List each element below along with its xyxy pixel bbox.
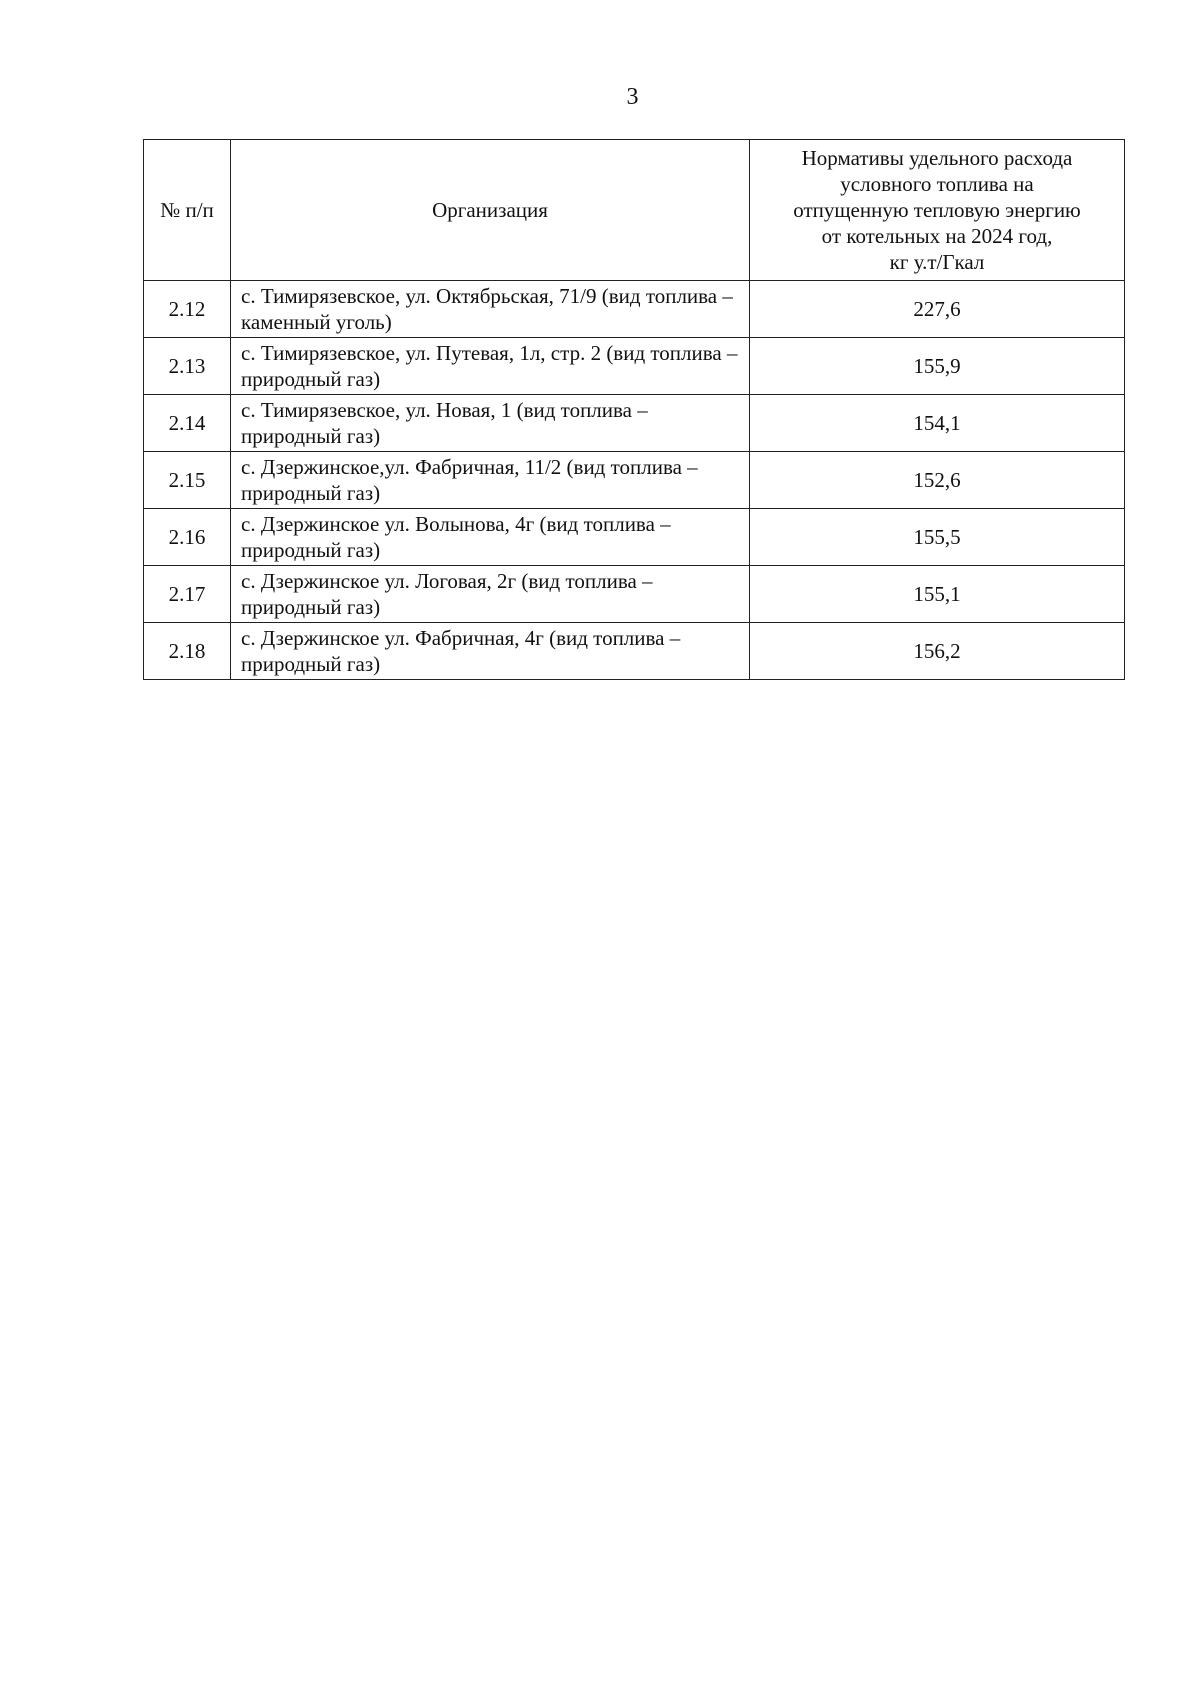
- row-number: 2.13: [144, 338, 231, 395]
- row-organization: с. Дзержинское ул. Логовая, 2г (вид топлива – природный газ): [231, 566, 750, 623]
- row-organization: с. Тимирязевское, ул. Путевая, 1л, стр. 2 (вид топлива – природный газ): [231, 338, 750, 395]
- row-norm-value: 154,1: [750, 395, 1125, 452]
- table-row: [144, 281, 1125, 338]
- header-norm-line: условного топлива на: [840, 172, 1034, 196]
- row-number: 2.15: [144, 452, 231, 509]
- row-organization: с. Дзержинское ул. Волынова, 4г (вид топлива – природный газ): [231, 509, 750, 566]
- table-row: [144, 395, 1125, 452]
- row-number: 2.17: [144, 566, 231, 623]
- header-norm-line: отпущенную тепловую энергию: [793, 198, 1081, 222]
- table-row: [144, 338, 1125, 395]
- row-norm-value: 227,6: [750, 281, 1125, 338]
- header-number: № п/п: [144, 140, 231, 281]
- row-organization: с. Дзержинское,ул. Фабричная, 11/2 (вид топлива – природный газ): [231, 452, 750, 509]
- header-norm-line: от котельных на 2024 год,: [821, 224, 1053, 248]
- row-number: 2.18: [144, 623, 231, 680]
- row-norm-value: 155,1: [750, 566, 1125, 623]
- table-row: [144, 452, 1125, 509]
- row-number: 2.12: [144, 281, 231, 338]
- table-row: [144, 509, 1125, 566]
- row-organization: с. Дзержинское ул. Фабричная, 4г (вид топлива – природный газ): [231, 623, 750, 680]
- row-norm-value: 155,5: [750, 509, 1125, 566]
- row-number: 2.16: [144, 509, 231, 566]
- row-number: 2.14: [144, 395, 231, 452]
- table-row: [144, 566, 1125, 623]
- row-norm-value: 156,2: [750, 623, 1125, 680]
- header-organization: Организация: [231, 140, 750, 281]
- row-norm-value: 155,9: [750, 338, 1125, 395]
- table-row: [144, 623, 1125, 680]
- row-norm-value: 152,6: [750, 452, 1125, 509]
- header-norm-line: Нормативы удельного расхода: [801, 146, 1073, 170]
- table-header-row: [144, 140, 1125, 281]
- fuel-norms-table: [143, 139, 1125, 680]
- page-number: 3: [626, 84, 639, 110]
- row-organization: с. Тимирязевское, ул. Новая, 1 (вид топлива – природный газ): [231, 395, 750, 452]
- header-norm-line: кг у.т/Гкал: [889, 250, 985, 274]
- header-norm: [750, 140, 1125, 281]
- row-organization: с. Тимирязевское, ул. Октябрьская, 71/9 (вид топлива – каменный уголь): [231, 281, 750, 338]
